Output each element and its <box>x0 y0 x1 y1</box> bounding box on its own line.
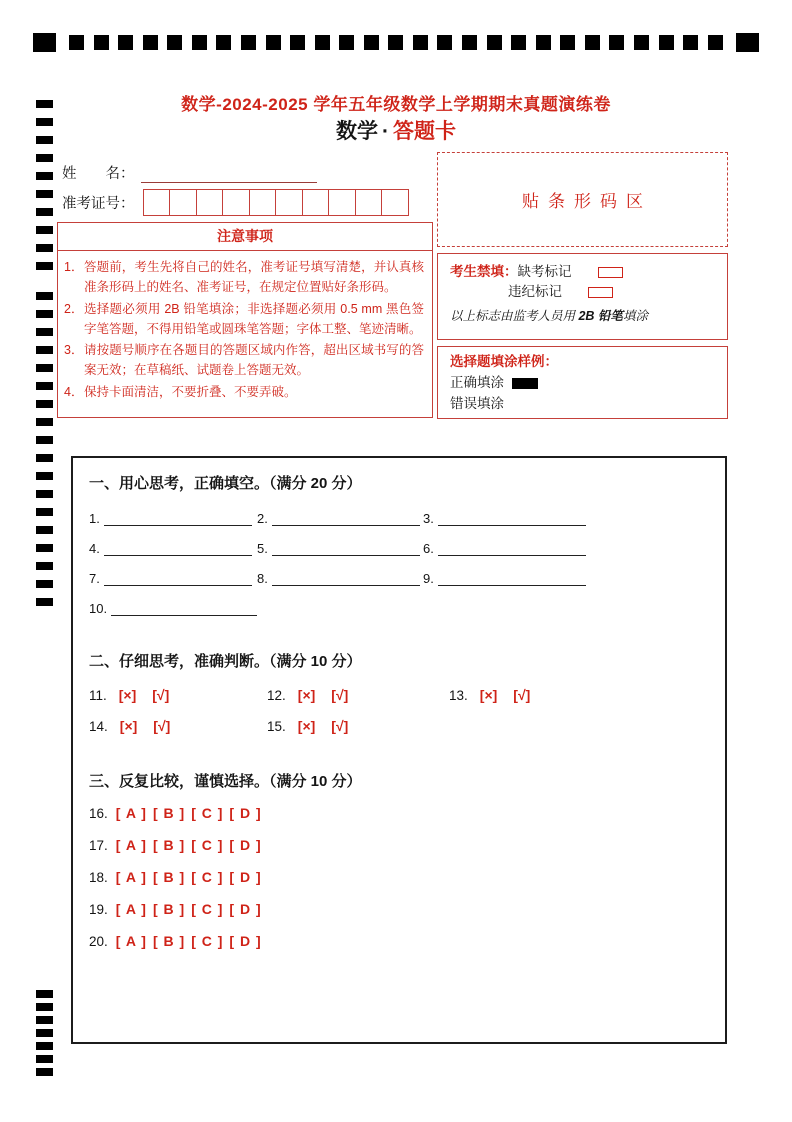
answer-blank-line[interactable] <box>272 511 420 526</box>
exam-no-box[interactable] <box>381 189 409 216</box>
notice-item-text: 请按题号顺序在各题目的答题区域内作答，超出区域书写的答案无效；在草稿纸、试题卷上答题无效。 <box>84 343 424 378</box>
answer-area-box <box>71 456 727 1044</box>
fill-blank-item <box>89 511 257 526</box>
registration-mark <box>36 382 53 390</box>
registration-mark <box>36 598 53 606</box>
choice-option-d[interactable]: [ D ] <box>229 933 262 949</box>
registration-mark <box>36 1003 53 1011</box>
judgment-cross-bubble[interactable]: [×] <box>297 687 316 703</box>
judgment-grid <box>89 687 709 734</box>
registration-mark <box>339 35 354 50</box>
registration-mark <box>143 35 158 50</box>
question-number: 16. <box>89 805 108 821</box>
registration-mark <box>609 35 624 50</box>
proctor-box-title: 考生禁填： <box>450 264 518 279</box>
notice-item-number: 4． <box>64 384 84 399</box>
fill-blank-item <box>89 541 257 556</box>
registration-mark <box>36 1068 53 1076</box>
choice-option-a[interactable]: [ A ] <box>115 901 147 917</box>
wrong-fill-label: 错误填涂 <box>450 395 504 411</box>
question-number: 17. <box>89 837 108 853</box>
subtitle-card: 答题卡 <box>393 120 456 143</box>
registration-mark <box>683 35 698 50</box>
question-number: 2. <box>257 511 268 526</box>
judgment-item <box>267 687 449 703</box>
exam-no-box[interactable] <box>355 189 383 216</box>
fill-blank-item <box>257 541 423 556</box>
registration-mark <box>36 226 53 234</box>
registration-mark <box>36 544 53 552</box>
notice-item-text: 答题前，考生先将自己的姓名，准考证号填写清楚，并认真核准条形码上的姓名、准考证号，在规定位置贴好条形码。 <box>84 260 424 295</box>
question-number: 20. <box>89 933 108 949</box>
question-number: 13. <box>449 687 468 703</box>
answer-blank-line[interactable] <box>272 571 420 586</box>
choice-option-a[interactable]: [ A ] <box>115 805 147 821</box>
registration-mark <box>36 472 53 480</box>
exam-no-box[interactable] <box>222 189 250 216</box>
choice-option-b[interactable]: [ B ] <box>152 901 186 917</box>
registration-mark <box>315 35 330 50</box>
registration-mark <box>364 35 379 50</box>
registration-mark <box>216 35 231 50</box>
exam-no-label: 准考证号： <box>62 196 135 212</box>
judgment-item <box>89 718 267 734</box>
registration-mark <box>94 35 109 50</box>
registration-mark <box>290 35 305 50</box>
registration-mark <box>659 35 674 50</box>
notice-box <box>57 222 433 418</box>
question-number: 15. <box>267 718 286 734</box>
fill-blank-item <box>89 571 257 586</box>
notice-item-text: 选择题必须用 2B 铅笔填涂；非选择题必须用 0.5 mm 黑色签字笔答题，不得用铅笔或圆珠笔答题；字体工整、笔迹清晰。 <box>84 301 424 336</box>
fill-blank-item <box>423 571 709 586</box>
registration-mark <box>36 436 53 444</box>
question-number: 3. <box>423 511 434 526</box>
proctor-note-prefix: 以上标志由监考人员用 <box>450 308 579 323</box>
section-fill-blank-heading: 一、用心思考，正确填空。（满分 20 分） <box>89 475 362 492</box>
absent-mark-bubble[interactable] <box>598 267 623 278</box>
judgment-check-bubble[interactable]: [√] <box>153 718 171 734</box>
name-row <box>62 162 434 183</box>
fill-blank-item <box>423 541 709 556</box>
choice-option-d[interactable]: [ D ] <box>229 901 262 917</box>
judgment-cross-bubble[interactable]: [×] <box>479 687 498 703</box>
choice-option-b[interactable]: [ B ] <box>152 837 186 853</box>
choice-option-c[interactable]: [ C ] <box>191 837 224 853</box>
choice-option-c[interactable]: [ C ] <box>191 933 224 949</box>
answer-blank-line[interactable] <box>438 541 586 556</box>
notice-item <box>64 340 424 381</box>
name-label: 姓 名： <box>62 166 135 182</box>
question-number: 14. <box>89 718 108 734</box>
notice-item <box>64 382 424 402</box>
registration-mark <box>511 35 526 50</box>
fill-blank-item <box>89 601 257 616</box>
notice-body <box>58 251 432 402</box>
registration-mark <box>634 35 649 50</box>
choice-item <box>89 933 709 949</box>
registration-mark <box>36 346 53 354</box>
fill-blank-item <box>257 571 423 586</box>
violation-mark-bubble[interactable] <box>588 287 613 298</box>
choice-option-c[interactable]: [ C ] <box>191 805 224 821</box>
registration-mark <box>36 526 53 534</box>
proctor-only-box <box>437 253 728 340</box>
registration-mark <box>192 35 207 50</box>
judgment-check-bubble[interactable]: [√] <box>331 718 349 734</box>
answer-blank-line[interactable] <box>111 601 257 616</box>
judgment-item <box>449 687 709 703</box>
answer-blank-line[interactable] <box>438 571 586 586</box>
judgment-check-bubble[interactable]: [√] <box>152 687 170 703</box>
top-marks-row <box>69 35 723 50</box>
registration-mark <box>167 35 182 50</box>
choice-option-b[interactable]: [ B ] <box>152 805 186 821</box>
barcode-area <box>437 152 728 247</box>
correct-fill-example <box>512 378 538 389</box>
violation-mark-row <box>450 282 717 302</box>
question-number: 10. <box>89 601 108 616</box>
notice-item-text: 保持卡面清洁，不要折叠、不要弄破。 <box>84 384 297 399</box>
registration-mark <box>708 35 723 50</box>
notice-item-number: 1． <box>64 260 84 274</box>
choice-option-d[interactable]: [ D ] <box>229 869 262 885</box>
correct-fill-row <box>450 373 717 394</box>
registration-mark <box>36 1055 53 1063</box>
registration-mark <box>585 35 600 50</box>
student-info-block <box>62 162 434 222</box>
registration-mark <box>241 35 256 50</box>
notice-item <box>64 257 424 298</box>
proctor-note <box>450 306 717 324</box>
left-marks-group-3 <box>36 990 53 1081</box>
question-number: 5. <box>257 541 268 556</box>
fill-sample-title: 选择题填涂样例： <box>450 354 558 369</box>
top-registration-marks <box>33 32 759 52</box>
page-subtitle <box>0 115 792 145</box>
registration-mark <box>36 508 53 516</box>
proctor-note-bold: 2B 铅笔 <box>578 308 623 323</box>
answer-blank-line[interactable] <box>104 571 252 586</box>
question-number: 18. <box>89 869 108 885</box>
choice-item <box>89 805 709 821</box>
registration-mark <box>36 292 53 300</box>
registration-mark <box>36 208 53 216</box>
absent-mark-row <box>450 262 717 282</box>
choice-option-c[interactable]: [ C ] <box>191 901 224 917</box>
registration-mark <box>36 580 53 588</box>
registration-mark <box>266 35 281 50</box>
answer-blank-line[interactable] <box>104 541 252 556</box>
question-number: 12. <box>267 687 286 703</box>
question-number: 9. <box>423 571 434 586</box>
choice-list <box>89 805 709 949</box>
fill-blank-item <box>257 511 423 526</box>
registration-corner-mark <box>33 33 56 52</box>
notice-item <box>64 299 424 340</box>
name-input-line[interactable] <box>141 165 317 183</box>
exam-no-box[interactable] <box>196 189 224 216</box>
registration-mark <box>560 35 575 50</box>
fill-sample-box <box>437 346 728 419</box>
judgment-check-bubble[interactable]: [√] <box>513 687 531 703</box>
choice-option-b[interactable]: [ B ] <box>152 933 186 949</box>
exam-no-box[interactable] <box>169 189 197 216</box>
choice-item <box>89 869 709 885</box>
choice-option-a[interactable]: [ A ] <box>115 869 147 885</box>
registration-mark <box>388 35 403 50</box>
registration-mark <box>36 262 53 270</box>
question-number: 19. <box>89 901 108 917</box>
choice-item <box>89 837 709 853</box>
subtitle-dot: · <box>382 120 389 143</box>
registration-mark <box>36 990 53 998</box>
question-number: 6. <box>423 541 434 556</box>
registration-mark <box>36 1042 53 1050</box>
choice-option-d[interactable]: [ D ] <box>229 837 262 853</box>
violation-mark-label: 违纪标记 <box>508 284 562 300</box>
registration-mark <box>36 364 53 372</box>
registration-mark <box>462 35 477 50</box>
registration-mark <box>36 154 53 162</box>
registration-mark <box>36 244 53 252</box>
choice-option-b[interactable]: [ B ] <box>152 869 186 885</box>
question-number: 1. <box>89 511 100 526</box>
exam-no-box[interactable] <box>328 189 356 216</box>
question-number: 11. <box>89 687 107 703</box>
exam-no-box[interactable] <box>302 189 330 216</box>
registration-mark <box>36 400 53 408</box>
notice-item-number: 3． <box>64 343 84 357</box>
answer-blank-line[interactable] <box>104 511 252 526</box>
registration-mark <box>118 35 133 50</box>
exam-no-box[interactable] <box>143 189 171 216</box>
registration-mark <box>36 1029 53 1037</box>
wrong-fill-row <box>450 394 717 415</box>
section-choice-heading: 三、反复比较，谨慎选择。（满分 10 分） <box>89 773 362 790</box>
choice-option-a[interactable]: [ A ] <box>115 933 147 949</box>
exam-no-box[interactable] <box>275 189 303 216</box>
absent-mark-label: 缺考标记 <box>517 264 572 279</box>
exam-no-row <box>62 189 434 216</box>
judgment-cross-bubble[interactable]: [×] <box>297 718 316 734</box>
judgment-cross-bubble[interactable]: [×] <box>119 718 138 734</box>
registration-mark <box>36 418 53 426</box>
judgment-item <box>267 718 449 734</box>
registration-mark <box>36 1016 53 1024</box>
registration-mark <box>69 35 84 50</box>
left-marks-group-2 <box>36 292 53 616</box>
correct-fill-label: 正确填涂 <box>450 374 504 390</box>
barcode-area-label: 贴条形码区 <box>522 192 652 211</box>
subtitle-subject: 数学 <box>336 120 378 143</box>
answer-blank-line[interactable] <box>438 511 586 526</box>
registration-mark <box>36 328 53 336</box>
question-number: 7. <box>89 571 100 586</box>
fill-blank-grid <box>89 511 709 616</box>
judgment-check-bubble[interactable]: [√] <box>331 687 349 703</box>
section-judgment-heading: 二、仔细思考，准确判断。（满分 10 分） <box>89 653 362 670</box>
answer-blank-line[interactable] <box>272 541 420 556</box>
proctor-note-suffix: 填涂 <box>622 308 648 323</box>
registration-mark <box>36 454 53 462</box>
registration-mark <box>413 35 428 50</box>
question-number: 4. <box>89 541 100 556</box>
choice-option-c[interactable]: [ C ] <box>191 869 224 885</box>
page-title: 数学-2024-2025 学年五年级数学上学期期末真题演练卷 <box>181 95 611 114</box>
exam-no-box[interactable] <box>249 189 277 216</box>
judgment-item <box>89 687 267 703</box>
exam-no-boxes <box>143 189 410 216</box>
judgment-cross-bubble[interactable]: [×] <box>118 687 137 703</box>
registration-mark <box>36 562 53 570</box>
registration-mark <box>36 310 53 318</box>
question-number: 8. <box>257 571 268 586</box>
notice-title: 注意事项 <box>58 223 432 251</box>
registration-mark <box>36 190 53 198</box>
registration-corner-mark <box>736 33 759 52</box>
choice-option-d[interactable]: [ D ] <box>229 805 262 821</box>
registration-mark <box>36 172 53 180</box>
registration-mark <box>487 35 502 50</box>
registration-mark <box>36 490 53 498</box>
registration-mark <box>536 35 551 50</box>
choice-item <box>89 901 709 917</box>
fill-blank-item <box>423 511 709 526</box>
notice-item-number: 2． <box>64 301 84 316</box>
choice-option-a[interactable]: [ A ] <box>115 837 147 853</box>
registration-mark <box>437 35 452 50</box>
